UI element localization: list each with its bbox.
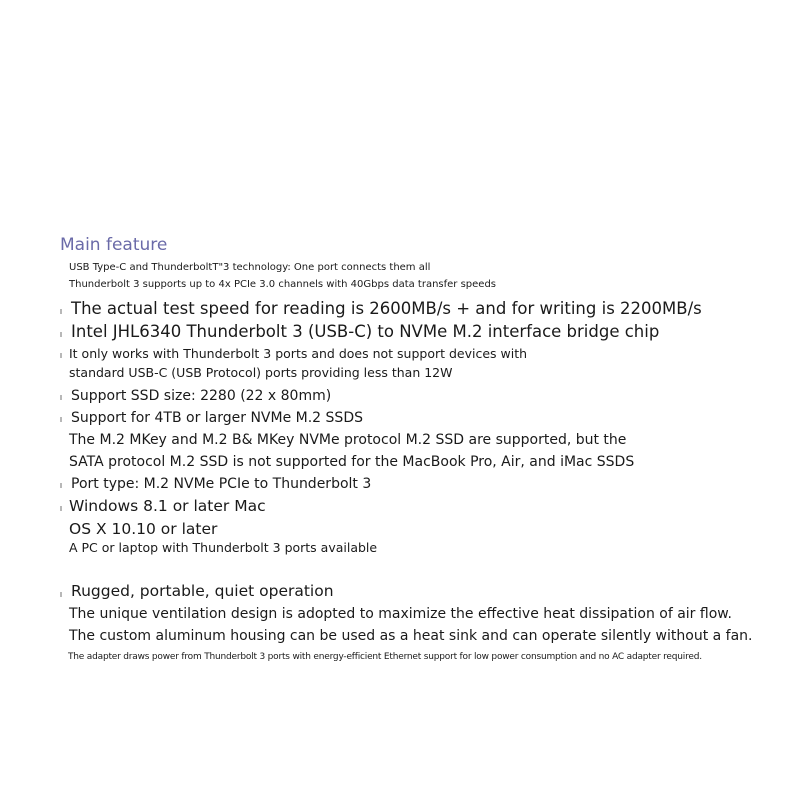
- feature-line-4tb-support: Support for 4TB or larger NVMe M.2 SSDS: [71, 410, 363, 426]
- bullet-marker: [60, 592, 62, 597]
- bullet-marker: [60, 395, 62, 400]
- feature-line-mkey-support: The M.2 MKey and M.2 B& MKey NVMe protocol M.2 SSD are supported, but the: [69, 432, 627, 448]
- feature-line-pcie-channels: Thunderbolt 3 supports up to 4x PCIe 3.0 channels with 40Gbps data transfer speeds: [69, 279, 497, 290]
- feature-line-os-x: OS X 10.10 or later: [69, 520, 218, 538]
- feature-line-ports-only: It only works with Thunderbolt 3 ports and does not support devices with: [69, 346, 528, 361]
- feature-line-rugged: Rugged, portable, quiet operation: [71, 582, 334, 600]
- feature-line-pc-laptop: A PC or laptop with Thunderbolt 3 ports available: [69, 540, 378, 555]
- bullet-marker: [60, 417, 62, 422]
- bullet-marker: [60, 353, 62, 358]
- feature-line-ssd-size: Support SSD size: 2280 (22 x 80mm): [71, 388, 332, 404]
- feature-line-windows: Windows 8.1 or later Mac: [69, 497, 266, 515]
- feature-line-aluminum-housing: The custom aluminum housing can be used as a heat sink and can operate silently without a fan.: [69, 628, 753, 644]
- bullet-marker: [60, 309, 62, 314]
- feature-line-test-speed: The actual test speed for reading is 2600MB/s + and for writing is 2200MB/s: [71, 299, 702, 318]
- feature-line-bridge-chip: Intel JHL6340 Thunderbolt 3 (USB-C) to NVMe M.2 interface bridge chip: [71, 322, 660, 341]
- bullet-marker: [60, 506, 62, 511]
- section-heading: Main feature: [60, 235, 168, 255]
- feature-line-sata-not-supported: SATA protocol M.2 SSD is not supported for the MacBook Pro, Air, and iMac SSDS: [69, 454, 635, 470]
- bullet-marker: [60, 332, 62, 337]
- feature-line-usb-c-standard: standard USB-C (USB Protocol) ports providing less than 12W: [69, 365, 453, 380]
- feature-line-power: The adapter draws power from Thunderbolt 3 ports with energy-efficient Ethernet support for low power consumption and no AC adapter required.: [68, 652, 702, 662]
- feature-line-ventilation: The unique ventilation design is adopted to maximize the effective heat dissipation of air flow.: [69, 606, 732, 622]
- feature-line-port-type: Port type: M.2 NVMe PCIe to Thunderbolt 3: [71, 476, 372, 492]
- feature-line-usb-type-c: USB Type-C and ThunderboltT"3 technology: One port connects them all: [69, 262, 431, 273]
- bullet-marker: [60, 483, 62, 488]
